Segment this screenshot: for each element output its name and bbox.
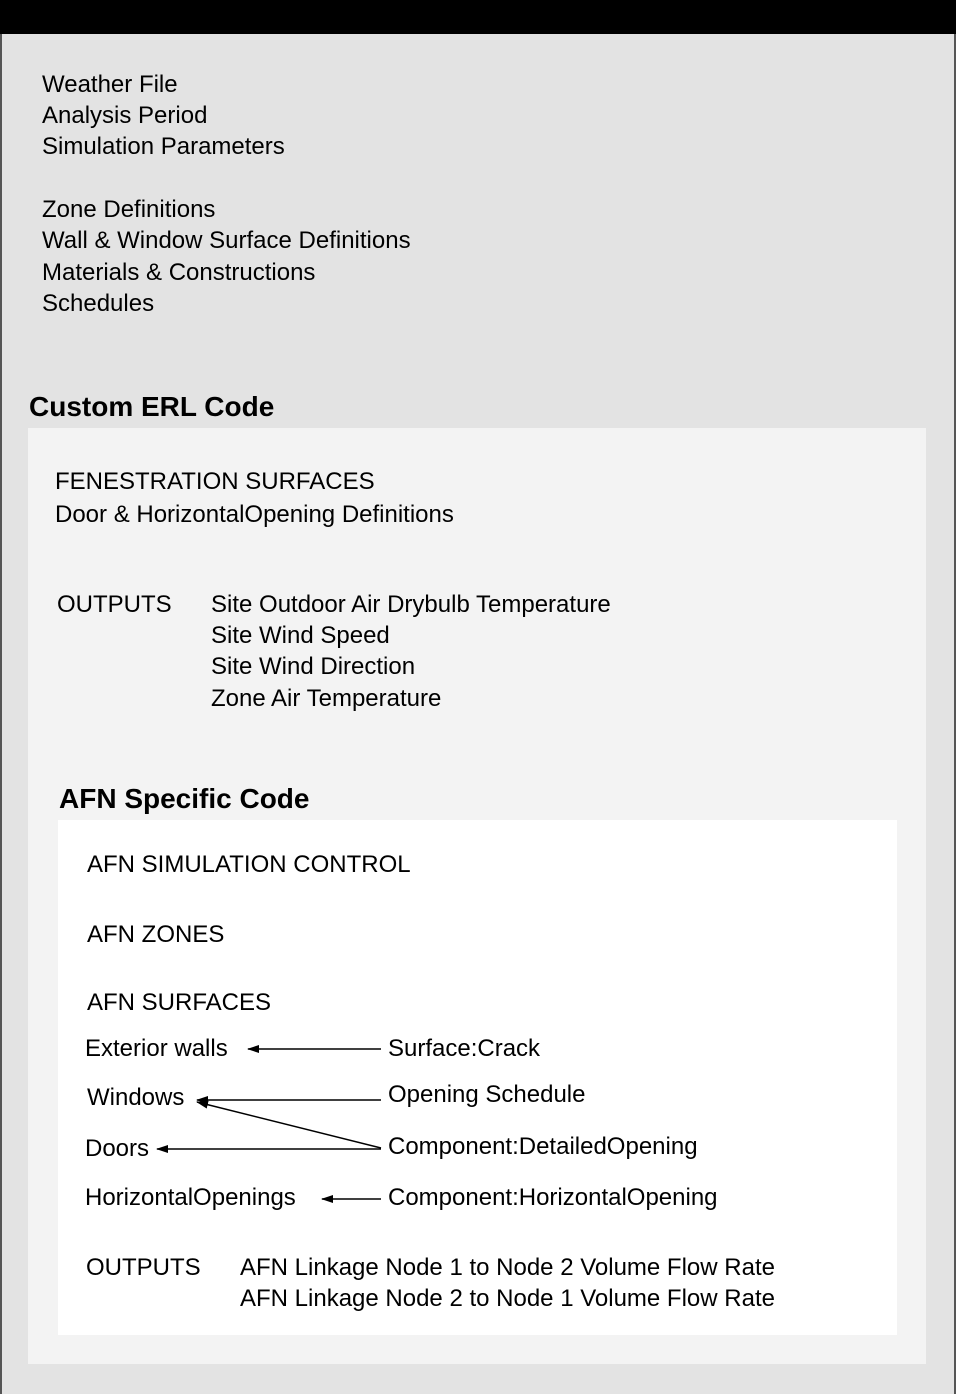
general-item-analysis-period: Analysis Period — [42, 102, 208, 129]
afn-component-horizontal-opening: Component:HorizontalOpening — [388, 1184, 718, 1211]
afn-surface-exterior-walls: Exterior walls — [85, 1035, 228, 1062]
afn-surfaces: AFN SURFACES — [87, 989, 272, 1016]
general-item-weather-file: Weather File — [42, 71, 178, 98]
afn-component-opening-schedule: Opening Schedule — [388, 1081, 586, 1108]
afn-simulation-control: AFN SIMULATION CONTROL — [87, 851, 411, 878]
afn-section-title: AFN Specific Code — [59, 783, 310, 814]
general-item-simulation-parameters: Simulation Parameters — [42, 133, 285, 160]
erl-outputs-label: OUTPUTS — [57, 591, 172, 618]
afn-surface-doors: Doors — [85, 1135, 150, 1162]
erl-section-title: Custom ERL Code — [29, 391, 275, 422]
erl-output-item: Site Wind Speed — [211, 622, 390, 649]
afn-surface-horizontal-openings: HorizontalOpenings — [85, 1184, 296, 1211]
erl-output-item: Site Wind Direction — [211, 653, 416, 680]
general-item-materials-constructions: Materials & Constructions — [42, 259, 316, 286]
afn-output-item: AFN Linkage Node 1 to Node 2 Volume Flow Rate — [240, 1254, 775, 1281]
general-item-wall-window-surfaces: Wall & Window Surface Definitions — [42, 227, 411, 254]
top-bar — [0, 0, 956, 34]
frame-left-edge — [0, 34, 2, 1394]
erl-line-door-horizontal: Door & HorizontalOpening Definitions — [55, 501, 454, 528]
afn-component-surface-crack: Surface:Crack — [388, 1035, 541, 1062]
afn-zones: AFN ZONES — [87, 921, 225, 948]
erl-output-item: Zone Air Temperature — [211, 685, 442, 712]
afn-surface-windows: Windows — [87, 1084, 185, 1111]
erl-line-fenestration: FENESTRATION SURFACES — [55, 468, 375, 495]
afn-component-detailed-opening: Component:DetailedOpening — [388, 1133, 698, 1160]
general-item-schedules: Schedules — [42, 290, 155, 317]
erl-output-item: Site Outdoor Air Drybulb Temperature — [211, 591, 611, 618]
afn-outputs-label: OUTPUTS — [86, 1254, 201, 1281]
general-item-zone-definitions: Zone Definitions — [42, 196, 216, 223]
afn-output-item: AFN Linkage Node 2 to Node 1 Volume Flow Rate — [240, 1285, 775, 1312]
